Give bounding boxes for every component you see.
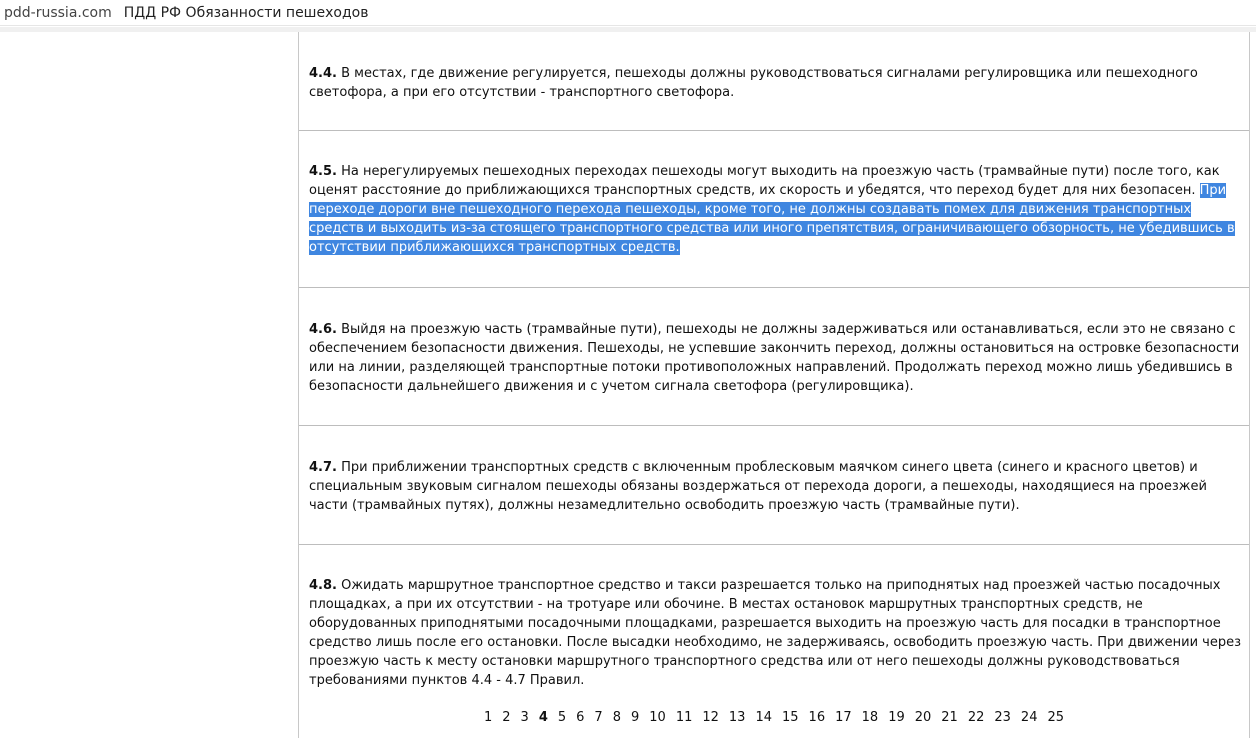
page-link-19[interactable]: 19 — [888, 710, 905, 725]
rule-text — [309, 64, 1247, 102]
page-link-13[interactable]: 13 — [728, 710, 746, 725]
rule-item-4-6 — [299, 288, 1249, 426]
page-link-16[interactable]: 16 — [808, 710, 826, 725]
page-link-9[interactable]: 9 — [630, 710, 640, 725]
page-link-5[interactable]: 5 — [557, 710, 567, 725]
rule-body: Ожидать маршрутное транспортное средство и такси разрешается только на приподнятых над проезжей частью посадочных площадках, а при их отсутствии - на тротуаре или обочине. В местах остановок маршрутных транспортных средств, не оборудованных приподнятыми посадочными площадками, разрешается выходить на проезжую часть для посадки в транспортное средство лишь после его остановки. После высадки необходимо, не задерживаясь, освободить проезжую часть. При движении через проезжую часть к месту остановки маршрутного транспортного средства или от него пешеходы должны руководствоваться требованиями пунктов 4.4 - 4.7 Правил. — [309, 578, 1242, 688]
page-link-6[interactable]: 6 — [576, 710, 585, 725]
page-link-14[interactable]: 14 — [755, 710, 772, 725]
page-link-11[interactable]: 11 — [675, 710, 693, 725]
rule-number: 4.4. — [309, 66, 337, 81]
page-link-3[interactable]: 3 — [520, 710, 529, 725]
page-link-20[interactable]: 20 — [914, 710, 932, 725]
rule-text — [309, 576, 1247, 690]
rule-item-4-7 — [299, 426, 1249, 545]
top-header — [0, 0, 1256, 26]
page-link-24[interactable]: 24 — [1020, 710, 1038, 725]
pagination — [299, 710, 1249, 730]
rule-item-4-5 — [299, 131, 1249, 288]
page-link-2[interactable]: 2 — [502, 710, 511, 725]
rule-item-4-8 — [299, 545, 1249, 710]
page-link-4[interactable]: 4 — [538, 710, 548, 725]
page-link-18[interactable]: 18 — [861, 710, 879, 725]
page-link-10[interactable]: 10 — [649, 710, 666, 725]
rule-number: 4.7. — [309, 460, 337, 475]
page-link-15[interactable]: 15 — [782, 710, 799, 725]
rule-body: В местах, где движение регулируется, пешеходы должны руководствоваться сигналами регулировщика или пешеходного светофора, а при его отсутствии - транспортного светофора. — [309, 66, 1198, 100]
rule-body: На нерегулируемых пешеходных переходах пешеходы могут выходить на проезжую часть (трамвайные пути) после того, как оценят расстояние до приближающихся транспортных средств, их скорость и убедятся, что переход будет для них безопасен. — [309, 164, 1220, 198]
rule-number: 4.5. — [309, 164, 337, 179]
rule-item-4-4 — [299, 32, 1249, 131]
page-link-25[interactable]: 25 — [1047, 710, 1065, 725]
page-link-8[interactable]: 8 — [612, 710, 621, 725]
rule-text — [309, 458, 1247, 515]
page-link-1[interactable]: 1 — [483, 710, 493, 725]
page-link-21[interactable]: 21 — [941, 710, 958, 725]
rule-body: При приближении транспортных средств с включенным проблесковым маячком синего цвета (синего и красного цветов) и специальным звуковым сигналом пешеходы обязаны воздержаться от перехода дороги, а пешеходы, находящиеся на проезжей части (трамвайных путях), должны незамедлительно освободить проезжую часть (трамвайные пути). — [309, 460, 1207, 513]
rule-body: Выйдя на проезжую часть (трамвайные пути), пешеходы не должны задерживаться или останавливаться, если это не связано с обеспечением безопасности движения. Пешеходы, не успевшие закончить переход, должны остановиться на островке безопасности или на линии, разделяющей транспортные потоки противоположных направлений. Продолжать переход можно лишь убедившись в безопасности дальнейшего движения и с учетом сигнала светофора (регулировщика). — [309, 322, 1240, 394]
selected-text[interactable]: При переходе дороги вне пешеходного перехода пешеходы, кроме того, не должны создавать помех для движения транспортных средств и выходить из-за стоящего транспортного средства или иного препятствия, ограничивающего обзорность, не убедившись в отсутствии приближающихся транспортных средств. — [309, 183, 1235, 255]
page-link-23[interactable]: 23 — [994, 710, 1011, 725]
rule-number: 4.8. — [309, 578, 337, 593]
page-link-22[interactable]: 22 — [967, 710, 985, 725]
site-name[interactable]: pdd-russia.com — [4, 4, 112, 21]
rule-text — [309, 320, 1247, 396]
page-link-17[interactable]: 17 — [835, 710, 852, 725]
rules-content — [298, 32, 1250, 738]
rule-text — [309, 162, 1247, 257]
page-title: ПДД РФ Обязанности пешеходов — [123, 4, 369, 21]
page-link-7[interactable]: 7 — [594, 710, 603, 725]
page-link-12[interactable]: 12 — [702, 710, 719, 725]
rule-number: 4.6. — [309, 322, 337, 337]
